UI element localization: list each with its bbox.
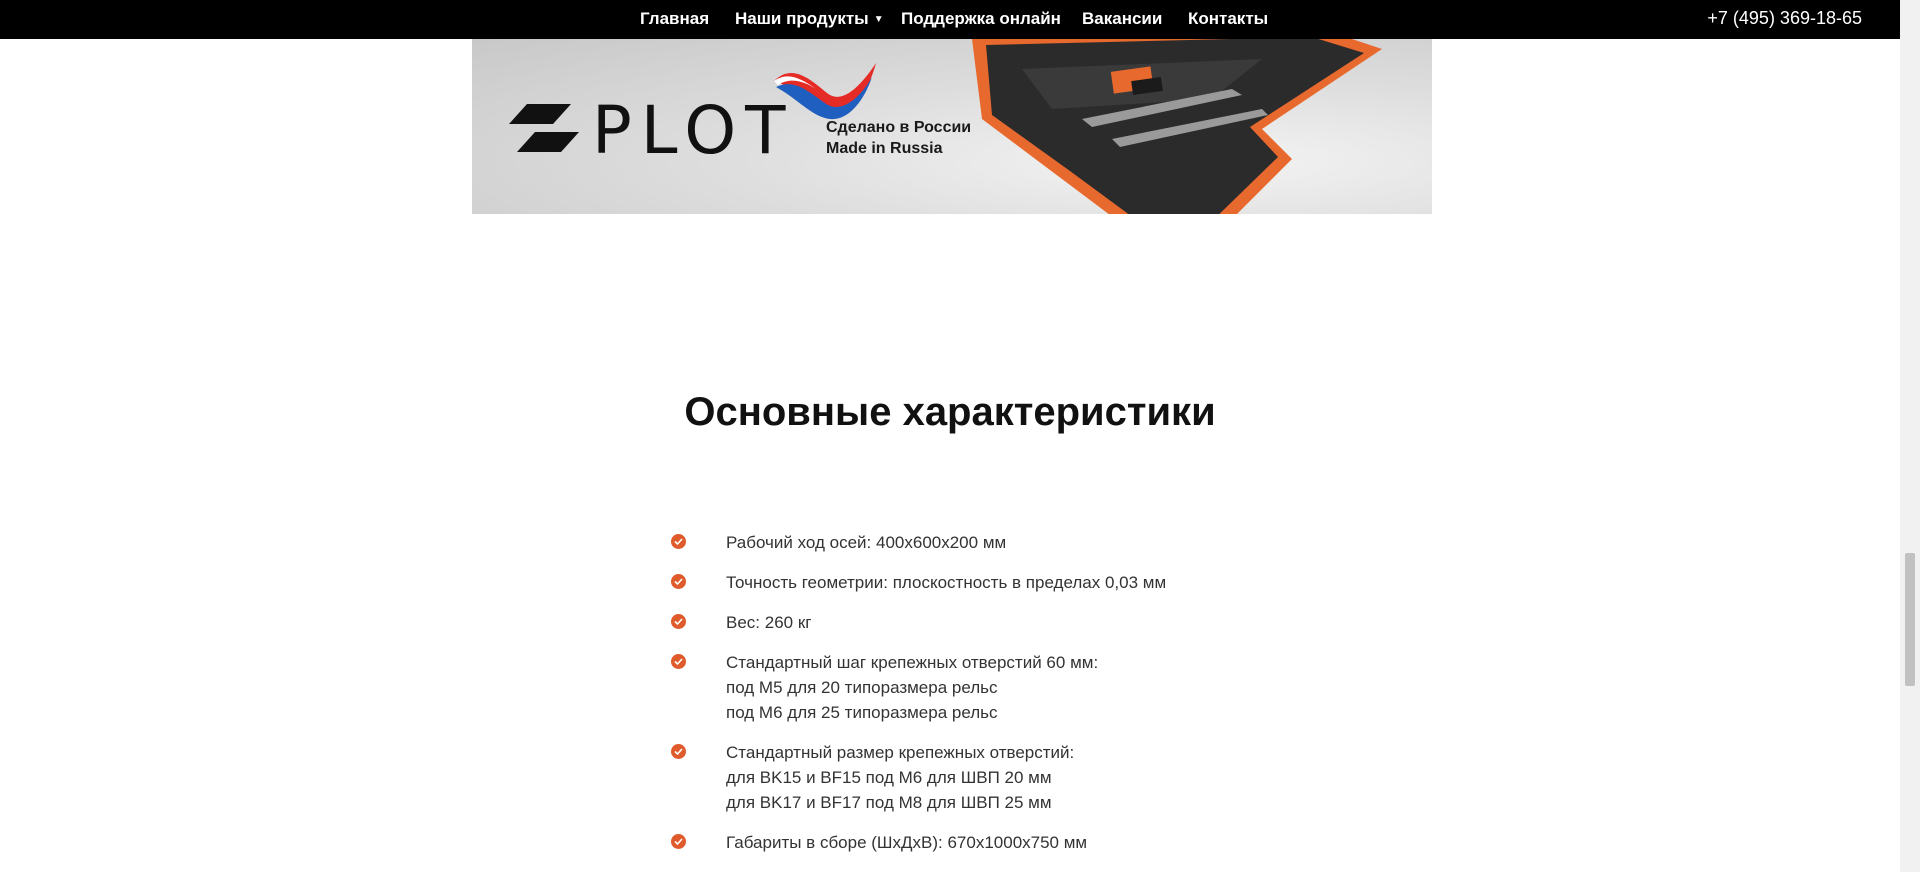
check-icon: [671, 654, 686, 669]
spec-text: для BK15 и BF15 под М6 для ШВП 20 мм: [726, 768, 1052, 787]
made-in-russia-text: [826, 117, 971, 159]
nav-vacancies-link[interactable]: [1082, 0, 1162, 39]
spec-item: [668, 650, 1368, 725]
section-title: Основные характеристики: [684, 390, 1216, 434]
scrollbar-thumb[interactable]: [1905, 553, 1915, 686]
spec-list: [668, 530, 1368, 870]
page-scrollbar[interactable]: [1900, 0, 1920, 872]
spec-item: [668, 740, 1368, 815]
spec-item: [668, 610, 1368, 635]
nav-home-label: Главная: [640, 9, 710, 28]
nav-home-link[interactable]: [640, 0, 709, 39]
spec-text: под М6 для 25 типоразмера рельс: [726, 703, 998, 722]
nav-vacancies-label: Вакансии: [1082, 9, 1163, 28]
granite-table-image: [962, 39, 1432, 214]
spec-text: Точность геометрии: плоскостность в пределах 0,03 мм: [726, 573, 1167, 592]
spec-text: для BK17 и BF17 под М8 для ШВП 25 мм: [726, 793, 1052, 812]
caret-down-icon: ▼: [873, 14, 884, 25]
top-navbar: [0, 0, 1900, 39]
phone-link[interactable]: +7 (495) 369-18-65: [1707, 8, 1862, 28]
made-in-en-label: Made in Russia: [826, 140, 943, 157]
nav-contacts-link[interactable]: [1188, 0, 1268, 39]
spec-text: под М5 для 20 типоразмера рельс: [726, 678, 998, 697]
plot-logo-icon: [509, 104, 579, 154]
check-icon: [671, 614, 686, 629]
nav-products-label: Наши продукты: [735, 9, 869, 28]
brand-name: PLOT: [592, 92, 795, 169]
spec-text: Габариты в сборе (ШхДхВ): 670x1000x750 мм: [726, 833, 1088, 852]
nav-products-link[interactable]: [735, 0, 884, 39]
spec-text: Рабочий ход осей: 400x600x200 мм: [726, 533, 1007, 552]
check-icon: [671, 834, 686, 849]
check-icon: [671, 574, 686, 589]
spec-item: [668, 530, 1368, 555]
made-in-ru-label: Сделано в России: [826, 119, 972, 136]
nav-contacts-label: Контакты: [1188, 9, 1269, 28]
nav-support-link[interactable]: [901, 0, 1061, 39]
check-icon: [671, 534, 686, 549]
spec-item: [668, 570, 1368, 595]
product-banner: [472, 39, 1432, 214]
spec-text: Вес: 260 кг: [726, 613, 812, 632]
spec-item: [668, 830, 1368, 855]
spec-text: Стандартный шаг крепежных отверстий 60 мм:: [726, 653, 1099, 672]
check-icon: [671, 744, 686, 759]
spec-text: Стандартный размер крепежных отверстий:: [726, 743, 1075, 762]
nav-support-label: Поддержка онлайн: [901, 9, 1061, 28]
